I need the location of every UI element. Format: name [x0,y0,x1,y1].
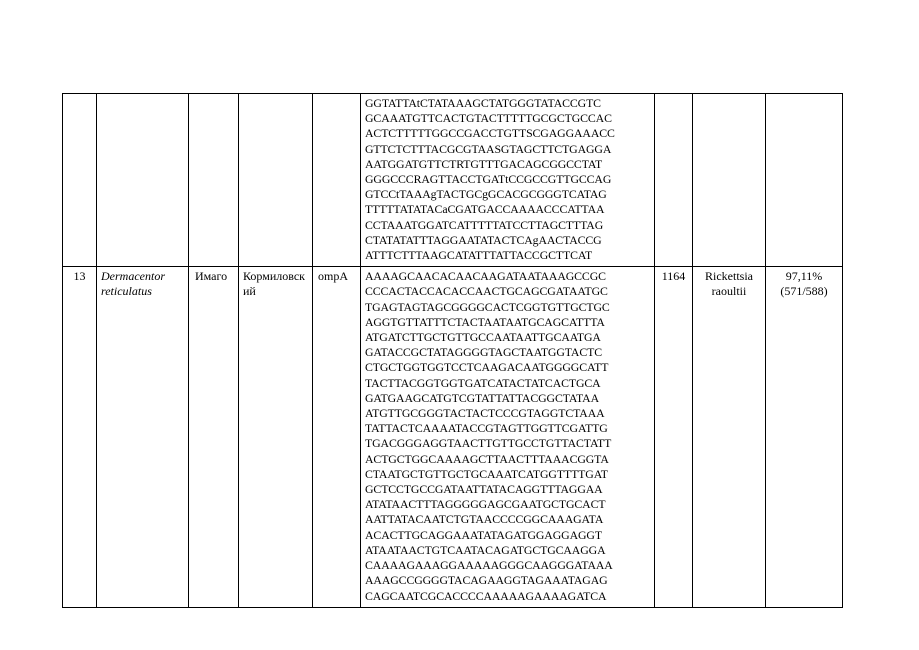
sequence-line: CAAAAGAAAGGAAAAAGGGCAAGGGATAAA [365,558,613,573]
sequence-cell [361,94,655,267]
identity-cell [766,267,843,607]
sequence-line: GTCCtTAAAgTACTGCgGCACGCGGGTCATAG [365,187,607,202]
sequence-line: ACTCTTTTTGGCCGACCTGTTSCGAGGAAACC [365,126,615,141]
sequence-line: ATAATAACTGTCAATACAGATGCTGCAAGGA [365,542,606,557]
gene-cell [313,94,361,267]
species-cell: Dermacentor reticulatus [97,267,189,607]
sequence-line: GATACCGCTATAGGGGTAGCTAATGGTACTC [365,345,602,360]
sequence-line: AATGGATGTTCTRTGTTTGACAGCGGCCTAT [365,156,603,171]
agent-genus: Rickettsia [705,269,753,284]
table-row [63,267,843,607]
sequence-line: GCAAATGTTCACTGTACTTTTTGCGCTGCCAC [365,111,612,126]
identity-percent: 97,11% [785,269,823,284]
sequence-line: CTAATGCTGTTGCTGCAAATCATGGTTTTGAT [365,466,608,481]
sequence-line: AAAAGCAACACAACAAGATAATAAAGCCGC [365,269,606,284]
table-row [63,94,843,267]
district-cell: Кормиловский [239,267,313,607]
sequence-line: ATGATCTTGCTGTTGCCAATAATTGCAATGA [365,330,601,345]
sequence-line: ACACTTGCAGGAAATATAGATGGAGGAGGT [365,527,602,542]
sequence-line: TTTTTATATACaCGATGACCAAAACCCATTAA [365,202,605,217]
sequence-line: CTGCTGGTGGTCCTCAAGACAATGGGGCATT [365,360,609,375]
sequence-line: GGGCCCRAGTTACCTGATtCCGCCGTTGCCAG [365,172,612,187]
sequence-line: CCCACTACCACACCAACTGCAGCGATAATGC [365,284,608,299]
identity-ratio: (571/588) [780,283,828,298]
sequence-line: TGAGTAGTAGCGGGGCACTCGGTGTTGCTGC [365,299,610,314]
gene-cell: ompA [313,267,361,607]
agent-cell [693,94,766,267]
sequence-line: GTTCTCTTTACGCGTAASGTAGCTTCTGAGGA [365,141,612,156]
stage-cell [189,94,239,267]
sequence-line: ACTGCTGGCAAAAGCTTAACTTTAAACGGTA [365,451,609,466]
row-number-cell [63,94,97,267]
sequence-line: TGACGGGAGGTAACTTGTTGCCTGTTACTATT [365,436,612,451]
sequence-line: GATGAAGCATGTCGTATTATTACGGCTATAA [365,390,599,405]
sequence-cell [361,267,655,607]
stage-cell: Имаго [189,267,239,607]
sequence-line: CAGCAATCGCACCCCAAAAAGAAAAGATCA [365,588,607,603]
sequence-line: ATATAACTTTAGGGGGAGCGAATGCTGCACT [365,497,606,512]
sequence-line: CCTAAATGGATCATTTTTATCCTTAGCTTTAG [365,217,604,232]
agent-cell [693,267,766,607]
district-cell [239,94,313,267]
sequence-line: TACTTACGGTGGTGATCATACTATCACTGCA [365,375,601,390]
agent-species: raoultii [711,283,747,298]
sequence-line: ATGTTGCGGGTACTACTCCCGTAGGTCTAAA [365,406,605,421]
sequence-line: AATTATACAATCTGTAACCCCGGCAAAGATA [365,512,604,527]
sequence-line: ATTTCTTTAAGCATATTTATTACCGCTTCAT [365,248,593,263]
sequence-table [62,93,843,608]
species-cell [97,94,189,267]
sequence-line: CTATATATTTAGGAATATACTCAgAACTACCG [365,232,602,247]
sequence-line: AAAGCCGGGGTACAGAAGGTAGAAATAGAG [365,573,608,588]
length-cell [655,94,693,267]
row-number-cell: 13 [63,267,97,607]
identity-cell [766,94,843,267]
length-cell: 1164 [655,267,693,607]
sequence-line: AGGTGTTATTTCTACTAATAATGCAGCATTTA [365,314,605,329]
sequence-line: GGTATTAtCTATAAAGCTATGGGTATACCGTC [365,96,601,110]
sequence-line: TATTACTCAAAATACCGTAGTTGGTTCGATTG [365,421,608,436]
sequence-line: GCTCCTGCCGATAATTATACAGGTTTAGGAA [365,482,603,497]
